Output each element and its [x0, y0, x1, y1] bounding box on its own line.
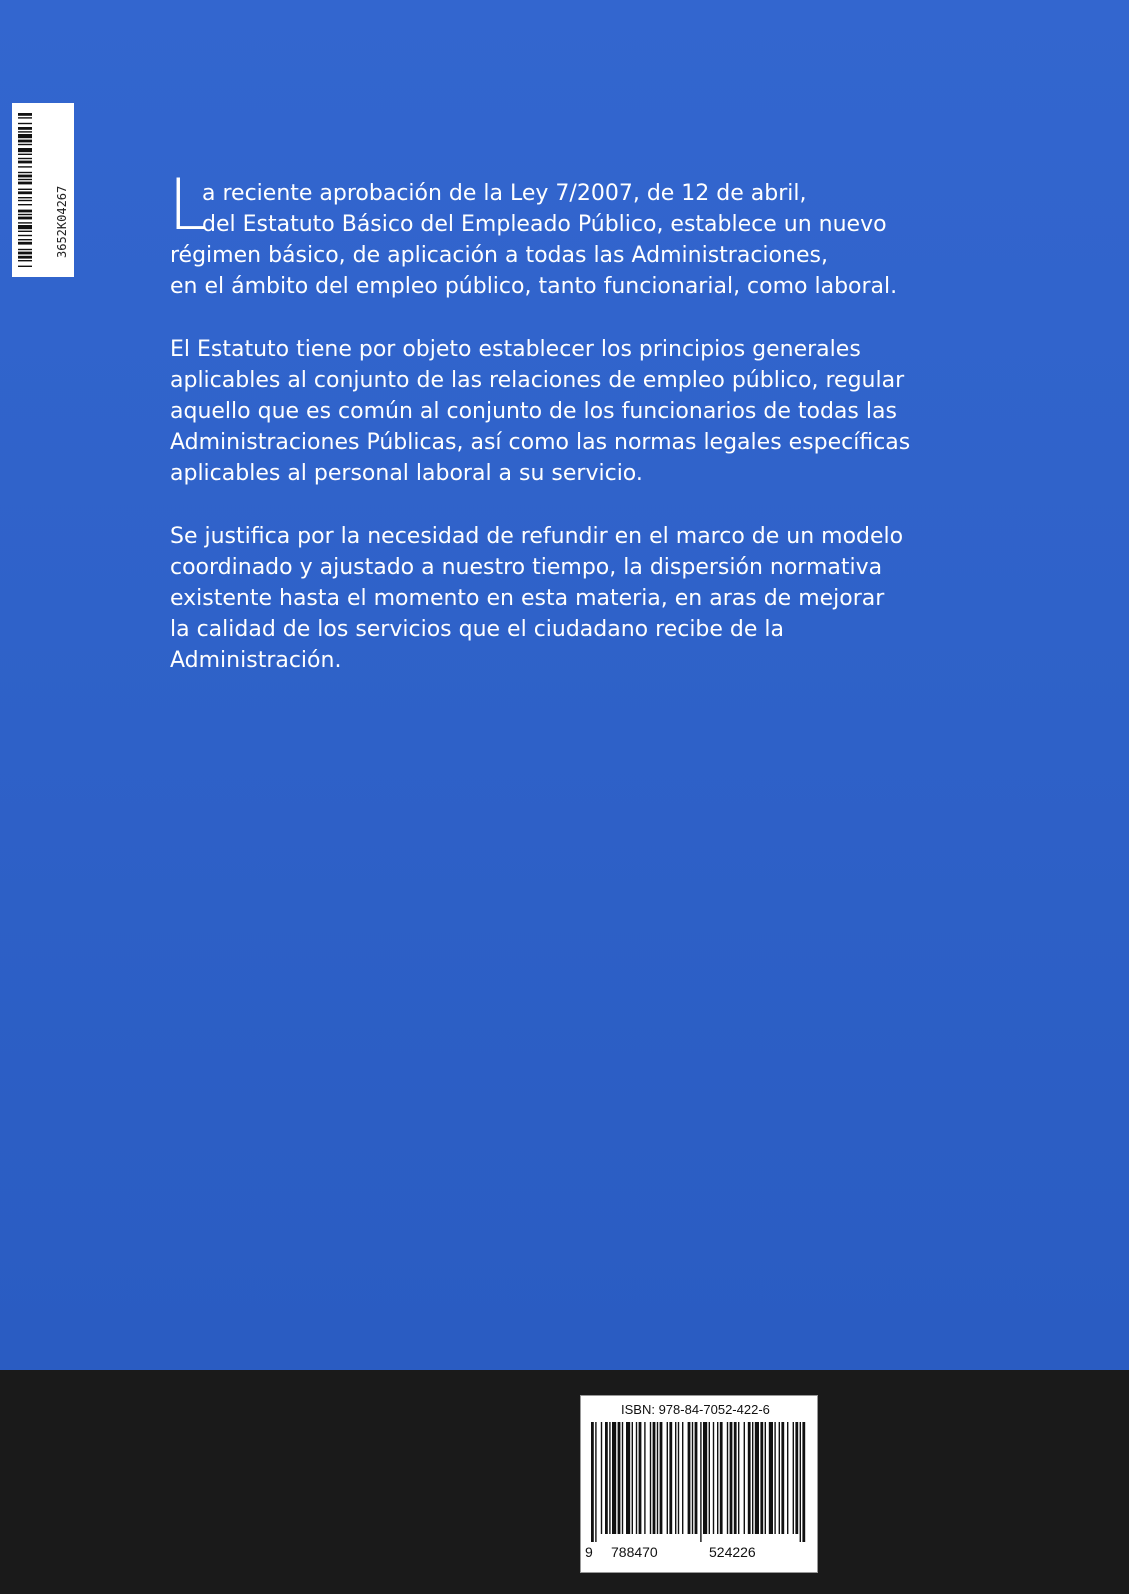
- barcode-bar: [678, 1422, 679, 1534]
- barcode-bar: [660, 1422, 663, 1534]
- isbn-digit-group-1: 788470: [611, 1544, 658, 1560]
- barcode-bar: [717, 1422, 718, 1534]
- barcode-bar: [18, 189, 32, 190]
- barcode-bar: [18, 252, 32, 255]
- barcode-bar: [18, 179, 32, 180]
- barcode-bar: [18, 197, 32, 198]
- isbn-digit-group-2: 524226: [709, 1544, 756, 1560]
- barcode-bar: [612, 1422, 616, 1534]
- blurb-line: la calidad de los servicios que el ciudadano recibe de la: [170, 617, 785, 642]
- barcode-bar: [18, 222, 32, 223]
- barcode-bar: [752, 1422, 753, 1534]
- barcode-bar: [760, 1422, 763, 1534]
- barcode-bar: [636, 1422, 637, 1534]
- blurb-line: Administración.: [170, 648, 342, 673]
- barcode-bar: [601, 1422, 602, 1534]
- barcode-bar: [18, 210, 32, 213]
- barcode-bar: [669, 1422, 672, 1534]
- bottom-band: [0, 1370, 1129, 1594]
- barcode-bar: [781, 1422, 784, 1534]
- barcode-bar: [765, 1422, 766, 1534]
- barcode-bar: [18, 148, 32, 152]
- barcode-bar: [605, 1422, 608, 1534]
- drop-cap: L: [168, 164, 207, 246]
- barcode-bar: [18, 113, 32, 116]
- blurb-line: régimen básico, de aplicación a todas las Administraciones,: [170, 243, 828, 268]
- barcode-bar: [769, 1422, 773, 1534]
- barcode-bar: [18, 172, 32, 173]
- blurb-paragraph-3: [170, 521, 930, 676]
- barcode-bar: [18, 217, 32, 220]
- blurb-paragraph-2: [170, 334, 930, 489]
- isbn-digit-first: 9: [585, 1544, 593, 1560]
- barcode-bar: [18, 200, 32, 201]
- barcode-bar: [738, 1422, 739, 1534]
- barcode-bar: [18, 231, 32, 232]
- barcode-bar: [703, 1422, 707, 1534]
- barcode-bar: [18, 123, 32, 124]
- barcode-bar: [18, 134, 32, 138]
- barcode-bar: [657, 1422, 658, 1534]
- barcode-bar: [692, 1422, 693, 1534]
- isbn-label: ISBN: 978-84-7052-422-6: [621, 1402, 770, 1417]
- barcode-bar: [18, 117, 32, 118]
- barcode-bar: [639, 1422, 642, 1534]
- barcode-bar: [18, 154, 32, 155]
- barcode-bar: [18, 242, 32, 245]
- barcode-bar: [618, 1422, 621, 1534]
- blurb-line: en el ámbito del empleo público, tanto funcionarial, como laboral.: [170, 274, 898, 299]
- barcode-bar: [18, 161, 32, 164]
- barcode-bar: [18, 182, 32, 185]
- blurb-line: aquello que es común al conjunto de los funcionarios de todas las: [170, 399, 897, 424]
- blurb-paragraph-1: [168, 164, 930, 302]
- blurb-line: aplicables al personal laboral a su servicio.: [170, 461, 643, 486]
- barcode-bar: [609, 1422, 610, 1534]
- barcode-bar: [18, 260, 32, 261]
- barcode-bar: [675, 1422, 676, 1534]
- barcode-bar: [18, 235, 32, 236]
- barcode-bar: [667, 1422, 668, 1534]
- barcode-bar: [709, 1422, 710, 1534]
- barcode-bar: [18, 140, 32, 143]
- barcode-bar: [18, 214, 32, 215]
- barcode-bar: [727, 1422, 728, 1534]
- blurb-line: coordinado y ajustado a nuestro tiempo, la dispersión normativa: [170, 555, 883, 580]
- barcode-bar: [18, 158, 32, 159]
- barcode-bar: [682, 1422, 683, 1534]
- barcode-bar: [787, 1422, 788, 1534]
- barcode-bar: [793, 1422, 794, 1534]
- barcode-bar: [18, 204, 32, 205]
- barcode-bar: [774, 1422, 775, 1534]
- isbn-barcode: [591, 1422, 807, 1552]
- blurb-line: aplicables al conjunto de las relaciones de empleo público, regular: [170, 368, 905, 393]
- barcode-bar: [18, 239, 32, 240]
- barcode-bar: [18, 256, 32, 259]
- barcode-bar: [734, 1422, 737, 1534]
- barcode-bar: [650, 1422, 651, 1534]
- barcode-bar: [802, 1422, 805, 1542]
- back-cover-blurb: [168, 164, 930, 708]
- barcode-bar: [18, 166, 32, 167]
- barcode-bar: [18, 144, 32, 145]
- isbn-barcode-sticker: [580, 1395, 818, 1573]
- barcode-bar: [700, 1422, 701, 1542]
- blurb-line: El Estatuto tiene por objeto establecer los principios generales: [170, 337, 861, 362]
- barcode-bar: [18, 127, 32, 130]
- barcode-bar: [688, 1422, 691, 1534]
- barcode-bar: [755, 1422, 759, 1534]
- barcode-bar: [713, 1422, 714, 1534]
- side-barcode: [18, 113, 48, 267]
- barcode-bar: [18, 175, 32, 178]
- blurb-line: existente hasta el momento en esta materia, en aras de mejorar: [170, 586, 885, 611]
- barcode-bar: [730, 1422, 733, 1534]
- barcode-bar: [18, 266, 32, 267]
- barcode-bar: [632, 1422, 633, 1534]
- barcode-bar: [720, 1422, 723, 1534]
- side-code-text: 3652K04267: [55, 185, 69, 258]
- barcode-bar: [695, 1422, 698, 1534]
- barcode-bar: [748, 1422, 751, 1534]
- blurb-line: Se justifica por la necesidad de refundir en el marco de un modelo: [170, 524, 904, 549]
- blurb-line: Administraciones Públicas, así como las normas legales específicas: [170, 430, 911, 455]
- blurb-line: del Estatuto Básico del Empleado Público, establece un nuevo: [202, 212, 887, 237]
- barcode-bar: [644, 1422, 645, 1534]
- barcode-bar: [744, 1422, 745, 1534]
- blurb-line-text: a reciente aprobación de la Ley 7/2007, de 12 de abril,: [202, 181, 807, 206]
- barcode-bar: [795, 1422, 798, 1534]
- barcode-bar: [653, 1422, 656, 1534]
- barcode-bar: [18, 225, 32, 229]
- side-barcode-sticker: [12, 103, 74, 277]
- barcode-bar: [622, 1422, 623, 1534]
- barcode-bar: [626, 1422, 630, 1534]
- barcode-bar: [595, 1422, 596, 1542]
- barcode-bar: [18, 191, 32, 194]
- barcode-bar: [18, 131, 32, 132]
- barcode-bar: [779, 1422, 780, 1534]
- barcode-bar: [18, 249, 32, 250]
- barcode-bar: [591, 1422, 594, 1542]
- barcode-bar: [800, 1422, 801, 1542]
